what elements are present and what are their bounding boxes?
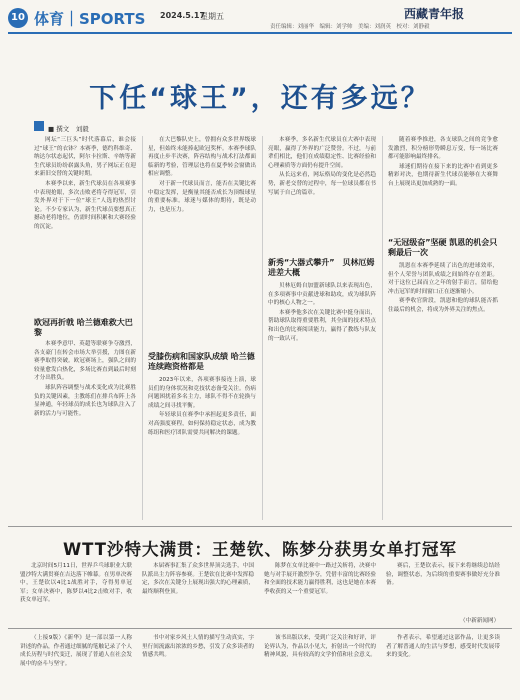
continued-column-3: [264, 634, 376, 694]
continued-column-2: [142, 634, 254, 694]
column-divider: [382, 136, 383, 520]
paragraph: 本赛季，多名新生代球员在大赛中表现亮眼，赢得了外界的广泛赞誉。不过，与前辈们相比，他们在成绩稳定性、比赛经验和心理素质等方面仍有提升空间。: [268, 137, 376, 169]
section-divider: [8, 628, 512, 629]
paragraph: 本赛季他多次在关键比赛中挺身而出，帮助球队取得重要胜利，其全面的技术特点和出色的比赛阅读能力，赢得了教练与队友的一致认可。: [268, 309, 376, 342]
article-column-1: [34, 136, 136, 316]
article-column-4b: [388, 262, 498, 518]
section-divider: [8, 526, 512, 527]
paragraph: 年轻球员在赛季中承担起更多责任，面对高强度赛程，如何保持稳定状态，成为教练组和医疗团队需要共同解决的课题。: [148, 412, 256, 436]
subheading: 受膝伤病和国家队成绩 哈兰德连续跑资格都是: [148, 352, 255, 371]
paragraph: 赛后，王楚钦表示，接下来将继续总结经验，调整状态，为后续的重要赛事做好充分准备。: [386, 563, 500, 587]
column-divider: [262, 136, 263, 520]
article-column-3b: [268, 282, 376, 518]
article2-column-4: [386, 562, 500, 614]
paragraph: 本赛季意甲、英超等联赛争夺激烈，各支豪门在转会市场大举引援，力图在新赛季取得突破。欧冠赛场上，强队之间的较量愈发白热化，多场比赛直到最后时刻才分出胜负。: [34, 341, 136, 382]
paragraph: 球队阵容调整与战术变化成为比赛胜负的关键因素，主教练们在排兵布阵上各显神通，年轻球员的成长也为球队注入了新的活力与可能性。: [34, 384, 136, 417]
article-column-2: [148, 136, 256, 346]
article-column-4: [388, 136, 498, 234]
paragraph: 作者表示，希望通过这部作品，让更多读者了解普通人的生活与梦想，感受时代发展带来的变化。: [386, 635, 500, 659]
main-headline: 下任“球王”，还有多远？: [89, 83, 431, 114]
paragraph: 凯恩在本赛季延续了出色的进球效率，但个人荣誉与团队成绩之间始终存在差距。对于这位已届而立之年的射手而言，留给他冲击冠军的时间窗口正在逐渐缩小。: [388, 263, 498, 295]
paragraph: 赛季收官阶段，凯恩和他的球队能否抓住最后的机会，将成为外界关注的焦点。: [388, 298, 498, 313]
article2-column-1: [20, 562, 132, 624]
article-column-1b: [34, 340, 136, 518]
paragraph: 贝林厄姆自加盟新球队以来表现出色，在多项赛事中贡献进球和助攻，成为球队阵中的核心人物之一。: [268, 283, 376, 307]
article-column-3: [268, 136, 376, 254]
subheading: 新秀“大器式攀升” 贝林厄姆进差大概: [268, 258, 375, 277]
newspaper-name: 西藏青年报: [404, 7, 465, 21]
paragraph: 书中对家乡风土人情的描写生动真实，字里行间流露出浓浓的乡愁，引发了众多读者的情感共鸣。: [142, 635, 254, 659]
header-rule: [8, 32, 512, 34]
byline-marker-icon: [34, 121, 44, 131]
news-source: （中新新闻网）: [460, 618, 500, 624]
paragraph: 陈梦在女单比赛中一路过关斩将，决赛中她与对手展开激烈争夺，凭借丰富的比赛经验和全面的技术能力赢得胜利，这也是她在本赛季收获的又一个重要冠军。: [264, 563, 376, 595]
article-column-2b: [148, 376, 256, 518]
paragraph: 该书出版以来，受到广泛关注和好评，评论界认为，作品以小见大，折射出一个时代的精神风貌，具有较高的文学价值和社会意义。: [264, 635, 376, 659]
paragraph: 北京时间5月11日，世界乒乓球职业大联盟沙特大满贯赛在吉达落下帷幕。在男单决赛中，王楚钦以4比1战胜对手，夺得男单冠军；女单决赛中，陈梦以4比2击败对手，收获女单冠军。: [20, 563, 132, 604]
page-header: [0, 0, 520, 34]
paragraph: 随着赛季推进，各支球队之间的竞争愈发激烈，积分榜形势瞬息万变，每一场比赛都可能影响最终排名。: [388, 137, 498, 161]
paragraph: 网坛“三巨头”时代落幕后，谁会接过“球王”的衣钵？本赛季，德约科维奇、纳达尔状态起伏，阿尔卡拉斯、辛纳等新生代球员纷纷崭露头角，男子网坛正在迎来新旧交替的关键时期。: [34, 137, 136, 178]
paragraph: 本届赛事汇集了众多世界顶尖选手，中国队派出主力阵容参赛。王楚钦在比赛中发挥稳定，多次在关键分上展现出强大的心理素质，最终顺利登顶。: [142, 563, 254, 595]
subheading: “无冠级奋”坚硬 凯恩的机会只剩最后一次: [388, 238, 498, 257]
continued-column-1: [20, 634, 132, 694]
page-number: 10: [8, 8, 28, 28]
subheading: 欧冠再折戟 哈兰德难救大巴黎: [34, 318, 133, 337]
issue-weekday: 星期五: [200, 12, 224, 21]
article2-column-2: [142, 562, 254, 624]
article2-column-3: [264, 562, 376, 624]
paragraph: 本赛季以来，新生代球员在各项赛事中表现抢眼，多次击败老将夺得冠军，引发外界对于下一位“球王”人选的热烈讨论。不少专家认为，新生代球员要想真正撼动老将地位，仍需时间积累和大赛经验的沉淀。: [34, 180, 136, 230]
issue-date: 2024.5.17: [160, 11, 206, 20]
secondary-headline: WTT沙特大满贯：王楚钦、陈梦分获男女单打冠军: [62, 540, 458, 559]
byline: ■ 撰文 刘毅: [48, 125, 89, 133]
editor-credits: 责任编辑：刘丽华 编辑：刘学帅 美编：刘润英 校对：刘静毅: [270, 24, 430, 30]
continued-column-4: [386, 634, 500, 694]
paragraph: 球迷们期待在接下来的比赛中看到更多精彩对决，也期待新生代球员能够在大赛舞台上展现出更加成熟的一面。: [388, 163, 498, 187]
paragraph: （上接9版）《新华》是一部以第一人称讲述的作品，作者通过细腻的笔触记录了个人成长历程与时代变迁，展现了普通人在社会发展中的奋斗与坚守。: [20, 635, 132, 667]
column-divider: [142, 136, 143, 520]
paragraph: 从长远来看，网坛格局的变化是必然趋势，新老交替的过程中，每一位球员都在书写属于自己的篇章。: [268, 172, 376, 196]
paragraph: 在大巴黎队史上，曾拥有众多世界级球星，但始终未能捧起欧冠奖杯。本赛季球队再度止步半决赛，阵容结构与战术打法都面临新的考验，管理层也将在夏季转会窗做出相应调整。: [148, 137, 256, 178]
paragraph: 2023年以来，各项赛事接连上演，球员们的身体状况和竞技状态备受关注。伤病问题困扰着多名主力，球队不得不在轮换与成绩之间寻找平衡。: [148, 377, 256, 409]
paragraph: 对于新一代球员而言，能否在关键比赛中稳定发挥，是衡量其能否成长为顶级球星的重要标准。球迷与媒体的期待，既是动力，也是压力。: [148, 180, 256, 213]
section-title: 体育｜SPORTS: [34, 10, 146, 28]
